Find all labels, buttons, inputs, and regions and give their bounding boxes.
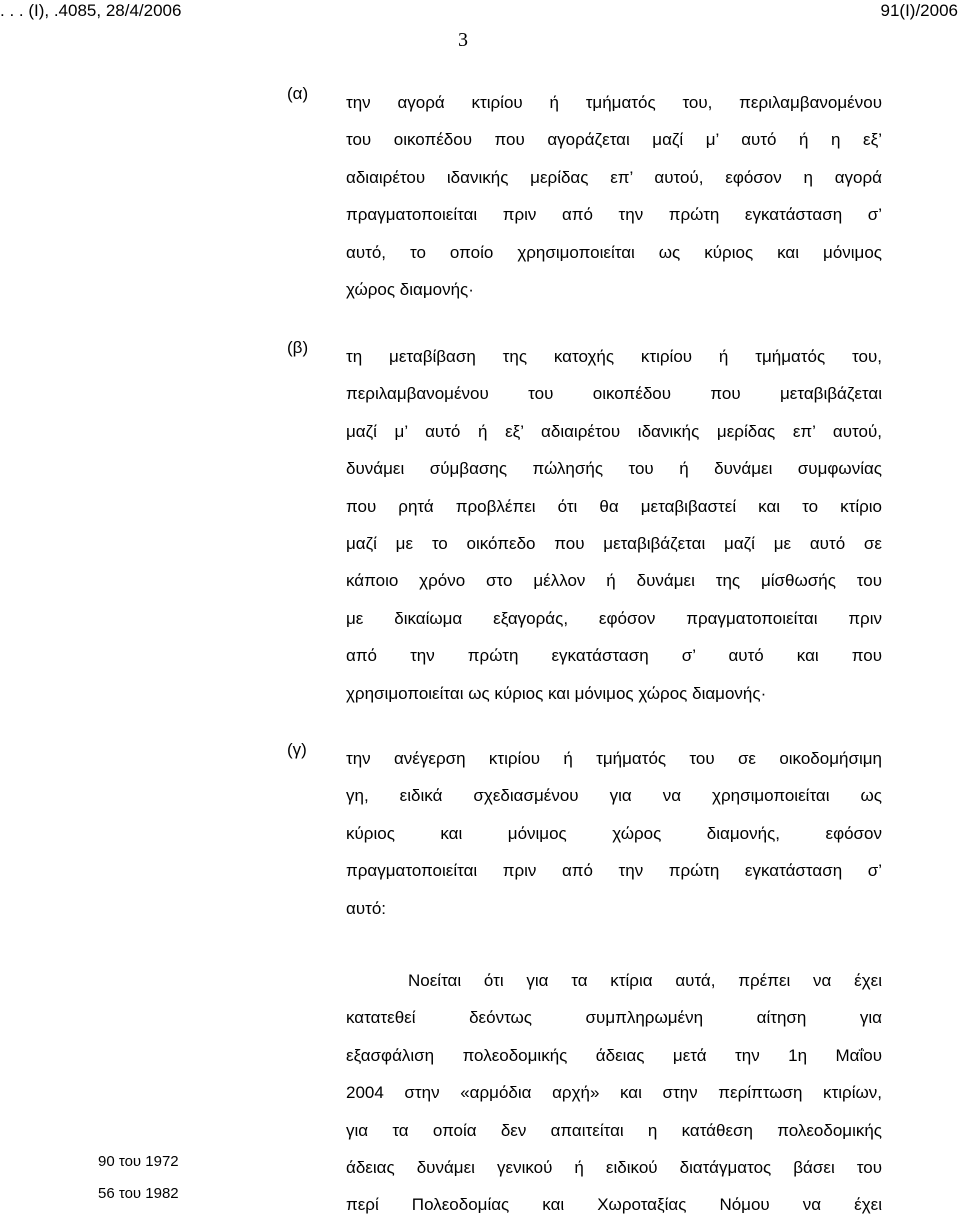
text-line: αυτό:	[346, 898, 387, 918]
text-line: μαζί με το οικόπεδο που μεταβιβάζεται μαζί με αυτό σε	[346, 533, 882, 553]
text-line: χώρος διαμονής·	[346, 279, 474, 299]
margin-ref-law-1972: 90 του 1972	[98, 1153, 179, 1170]
text-line: αδιαιρέτου ιδανικής μερίδας επ’ αυτού, εφόσον η αγορά	[346, 167, 882, 187]
margin-ref-law-1982: 56 του 1982	[98, 1185, 179, 1202]
text-line: 2004 στην «αρμόδια αρχή» και στην περίπτωση κτιρίων,	[346, 1083, 882, 1103]
text-line: για τα οποία δεν απαιτείται η κατάθεση πολεοδομικής	[346, 1120, 882, 1140]
text-line: αυτό, το οποίο χρησιμοποιείται ως κύριος και μόνιμος	[346, 242, 882, 262]
text-line: άδειας δυνάμει γενικού ή ειδικού διατάγματος βάσει του	[346, 1157, 882, 1177]
text-line: πραγματοποιείται πριν από την πρώτη εγκατάσταση σ’	[346, 205, 882, 225]
clause-a-text	[346, 84, 882, 308]
text-line: χρησιμοποιείται ως κύριος και μόνιμος χώρος διαμονής·	[346, 683, 767, 703]
text-line: με δικαίωμα εξαγοράς, εφόσον πραγματοποιείται πριν	[346, 608, 882, 628]
text-line: εξασφάλιση πολεοδομικής άδειας μετά την 1η Μαΐου	[346, 1045, 882, 1065]
text-line: κάποιο χρόνο στο μέλλον ή δυνάμει της μίσθωσής του	[346, 571, 882, 591]
text-line: τη μεταβίβαση της κατοχής κτιρίου ή τμήματός του,	[346, 347, 882, 366]
header-law-number: 91(Ι)/2006	[880, 1, 958, 20]
text-line: Νοείται ότι για τα κτίρια αυτά, πρέπει να έχει	[408, 971, 882, 990]
running-header	[0, 0, 960, 26]
text-line: πραγματοποιείται πριν από την πρώτη εγκατάσταση σ’	[346, 861, 882, 881]
text-line: κύριος και μόνιμος χώρος διαμονής, εφόσον	[346, 823, 882, 843]
proviso-text	[346, 962, 882, 1224]
text-line: γη, ειδικά σχεδιασμένου για να χρησιμοποιείται ως	[346, 786, 882, 806]
text-line: δυνάμει σύμβασης πώλησής του ή δυνάμει συμφωνίας	[346, 459, 882, 479]
text-line: περί Πολεοδομίας και Χωροταξίας Νόμου να έχει	[346, 1195, 882, 1215]
clause-b-text	[346, 338, 882, 712]
text-line: την αγορά κτιρίου ή τμήματός του, περιλαμβανομένου	[346, 93, 882, 112]
page-number: 3	[458, 29, 468, 51]
text-line: του οικοπέδου που αγοράζεται μαζί μ’ αυτό ή η εξ’	[346, 130, 882, 150]
text-line: κατατεθεί δεόντως συμπληρωμένη αίτηση για	[346, 1008, 882, 1028]
text-line: που ρητά προβλέπει ότι θα μεταβιβαστεί και το κτίριο	[346, 496, 882, 516]
text-line: μαζί μ’ αυτό ή εξ’ αδιαιρέτου ιδανικής μερίδας επ’ αυτού,	[346, 421, 882, 441]
clause-marker-a: (α)	[287, 84, 309, 103]
clause-marker-b: (β)	[287, 338, 309, 357]
clause-c-text	[346, 740, 882, 927]
text-line: από την πρώτη εγκατάσταση σ’ αυτό και που	[346, 646, 882, 666]
text-line: περιλαμβανομένου του οικοπέδου που μεταβιβάζεται	[346, 384, 882, 404]
text-line: την ανέγερση κτιρίου ή τμήματός του σε οικοδομήσιμη	[346, 749, 882, 768]
clause-marker-c: (γ)	[287, 740, 307, 759]
header-gazette-reference: . . . (Ι), .4085, 28/4/2006	[0, 1, 182, 20]
